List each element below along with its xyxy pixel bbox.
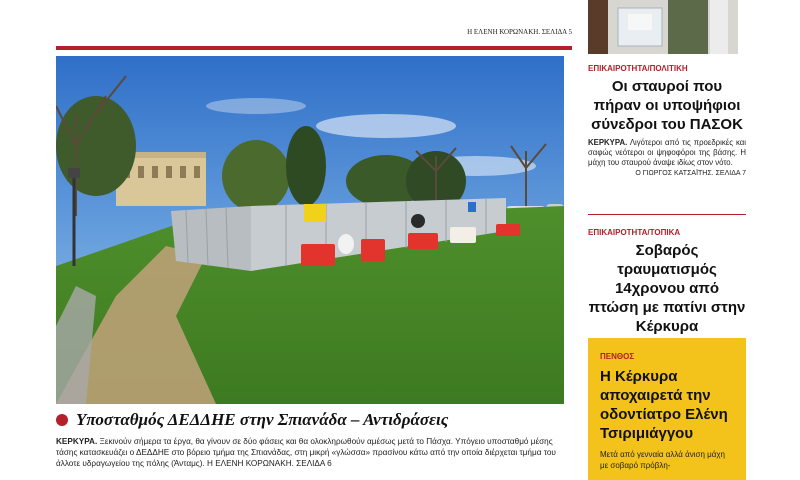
story-headline[interactable]: Σοβαρός τραυματισμός 14χρονου από πτώση με πατίνι στην Κέρκυρα <box>588 242 746 335</box>
story-byline: Ο ΓΙΩΡΓΟΣ ΚΑΤΣΑΪΤΗΣ. ΣΕΛΙΔΑ 7 <box>635 170 746 177</box>
headline-bullet-icon <box>56 414 68 426</box>
top-article-text <box>56 0 572 26</box>
main-story-body <box>56 436 572 469</box>
main-headline-text[interactable]: Υποσταθμός ΔΕΔΔΗΕ στην Σπιανάδα – Αντιδράσεις <box>76 410 449 429</box>
sidebar-story-pasok <box>588 64 746 177</box>
top-article <box>56 0 572 39</box>
story-headline[interactable]: Η Κέρκυρα αποχαιρετά την οδοντίατρο Ελένη Τσιριμιάγγου <box>600 368 728 442</box>
sidebar-thumbnail <box>588 0 738 54</box>
sidebar-story-scooter <box>588 228 746 347</box>
story-tag: ΕΠΙΚΑΙΡΟΤΗΤΑ/ΠΟΛΙΤΙΚΗ <box>588 64 688 73</box>
main-headline[interactable] <box>56 410 572 430</box>
top-article-byline: Η ΕΛΕΝΗ ΚΟΡΩΝΑΚΗ. ΣΕΛΙΔΑ 5 <box>467 28 572 36</box>
main-photo <box>56 56 564 404</box>
ballot-photo <box>588 0 738 54</box>
obituary-box <box>588 338 746 480</box>
spianada-photo <box>56 56 564 404</box>
sidebar-divider <box>588 214 746 215</box>
story-body <box>588 138 746 168</box>
story-headline[interactable]: Οι σταυροί που πήραν οι υποψήφιοι σύνεδροι του ΠΑΣΟΚ <box>591 78 743 133</box>
main-story-byline: Η ΕΛΕΝΗ ΚΟΡΩΝΑΚΗ. ΣΕΛΙΔΑ 6 <box>207 459 332 468</box>
section-divider <box>56 46 572 50</box>
story-lead-place: ΚΕΡΚΥΡΑ. <box>588 138 628 147</box>
story-tag: ΠΕΝΘΟΣ <box>600 352 635 361</box>
story-tag: ΕΠΙΚΑΙΡΟΤΗΤΑ/ΤΟΠΙΚΑ <box>588 228 681 237</box>
story-body: Μετά από γενναία αλλά άνιση μάχη με σοβαρό πρόβλη- <box>600 450 726 470</box>
main-story-lead-place: ΚΕΡΚΥΡΑ. <box>56 437 98 446</box>
main-story <box>56 410 572 469</box>
story-text: Λιγότεροι από τις προεδρικές και σαφώς νεότεροι οι ψηφοφόροι της βάσης. Η μάχη του σταυρού άναψε ιδίως στον νότο. <box>588 138 746 167</box>
main-story-text: Ξεκινούν σήμερα τα έργα, θα γίνουν σε δύο φάσεις και θα ολοκληρωθούν αμέσως μετά το Πάσχα. Υπόγειο υποσταθμό μέσης τάσης κατασκευάζει ο ΔΕΔΔΗΕ στο βόρειο τμήμα της Σπιανάδας, στη μικρή «γλώσσα» πρασίνου κάτω από την οποία διέρχεται τμήμα του άλλοτε υδραγωγείου της πόλης (Άνταμς). <box>56 437 556 468</box>
